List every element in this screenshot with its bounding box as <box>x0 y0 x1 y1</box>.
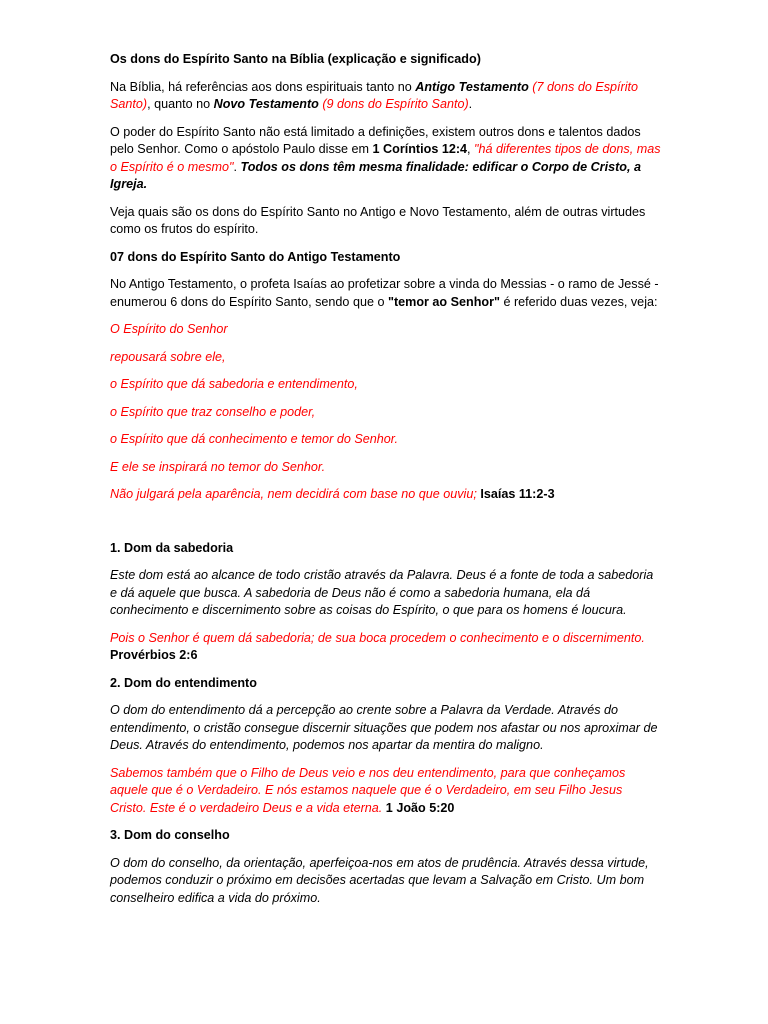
purpose-statement: Todos os dons têm mesma finalidade: edificar o Corpo de Cristo, a Igreja. <box>110 159 641 191</box>
gift-verse-text: Sabemos também que o Filho de Deus veio e nos deu entendimento, para que conheçamos aquele que é o Verdadeiro. E nós estamos naquele que é o Verdadeiro, em seu Filho Jesus Cristo. Este é o verdadeiro Deus e a vida eterna. <box>110 765 626 815</box>
page-title: Os dons do Espírito Santo na Bíblia (explicação e significado) <box>110 52 481 66</box>
verse-line: repousará sobre ele, <box>110 349 226 364</box>
power-text-1: O poder do Espírito Santo não está limitado a definições, existem outros dons e talentos dados pelo Senhor. Como o apóstolo Paulo disse em <box>110 124 641 156</box>
gift-verse <box>110 630 662 665</box>
verse-line: o Espírito que traz conselho e poder, <box>110 404 316 419</box>
novo-testamento-term: Novo Testamento <box>213 97 319 111</box>
gift-description: O dom do conselho, da orientação, aperfeiçoa-nos em atos de prudência. Através dessa virtude, podemos conduzir o próximo em decisões acertadas que levam a Salvação em Cristo. Um bom conselheiro edifica a vida do próximo. <box>110 855 649 905</box>
last-verse-text: Não julgará pela aparência, nem decidirá com base no que ouviu; <box>110 487 477 501</box>
gift-verse-reference: 1 João 5:20 <box>382 800 455 815</box>
document-body <box>110 51 662 917</box>
antigo-testamento-term: Antigo Testamento <box>415 79 529 94</box>
verse-line-last <box>110 486 662 504</box>
gift-heading: 2. Dom do entendimento <box>110 675 257 690</box>
isaiah-reference: Isaías 11:2-3 <box>476 487 555 501</box>
isaiah-intro-paragraph <box>110 276 662 311</box>
see-paragraph: Veja quais são os dons do Espírito Santo no Antigo e Novo Testamento, além de outras virtudes como os frutos do espírito. <box>110 204 646 236</box>
section-heading: 07 dons do Espírito Santo do Antigo Testamento <box>110 249 401 264</box>
power-paragraph <box>110 124 662 194</box>
intro-text-2: , quanto no <box>147 97 214 111</box>
verse-line: o Espírito que dá conhecimento e temor do Senhor. <box>110 432 398 446</box>
gift-heading: 3. Dom do conselho <box>110 828 230 842</box>
verse-line: E ele se inspirará no temor do Senhor. <box>110 459 326 474</box>
gift-verse <box>110 765 662 818</box>
gift-description: O dom do entendimento dá a percepção ao crente sobre a Palavra da Verdade. Através do entendimento, o cristão consegue discernir situações que podem nos afastar ou nos aproximar de Deus. Através do entendimento, podemos nos apartar da mentira do maligno. <box>110 703 658 752</box>
intro-paragraph <box>110 79 662 114</box>
novo-testamento-note: (9 dons do Espírito Santo) <box>318 97 469 111</box>
gift-heading: 1. Dom da sabedoria <box>110 540 234 555</box>
gift-description: Este dom está ao alcance de todo cristão através da Palavra. Deus é a fonte de toda a sabedoria e dá aquele que busca. A sabedoria de Deus não é como a sabedoria humana, ela dá conhecimento e discernimento sobre as coisas do Espírito, o que para os homens é loucura. <box>110 568 654 617</box>
gift-verse-text: Pois o Senhor é quem dá sabedoria; de sua boca procedem o conhecimento e o discernimento. <box>110 630 645 645</box>
antigo-testamento-note: (7 dons do Espírito Santo) <box>110 79 639 111</box>
power-text-2: , <box>467 142 475 156</box>
power-text-3: . <box>233 159 241 174</box>
verse-line: o Espírito que dá sabedoria e entendimento, <box>110 377 358 391</box>
intro-text-3: . <box>468 97 473 111</box>
corinthians-quote: "há diferentes tipos de dons, mas o Espírito é o mesmo" <box>110 142 661 174</box>
temor-ao-senhor-phrase: "temor ao Senhor" <box>387 294 500 309</box>
isaiah-intro-text-2: é referido duas vezes, veja: <box>499 294 658 309</box>
intro-text-1: Na Bíblia, há referências aos dons espirituais tanto no <box>110 79 416 94</box>
spacer <box>110 514 662 540</box>
verse-line: O Espírito do Senhor <box>110 322 228 336</box>
corinthians-reference: 1 Coríntios 12:4 <box>372 142 468 156</box>
isaiah-intro-text-1: No Antigo Testamento, o profeta Isaías ao profetizar sobre a vinda do Messias - o ramo de Jessé - enumerou 6 dons do Espírito Santo, sendo que o <box>110 277 659 309</box>
gift-verse-reference: Provérbios 2:6 <box>110 648 198 662</box>
